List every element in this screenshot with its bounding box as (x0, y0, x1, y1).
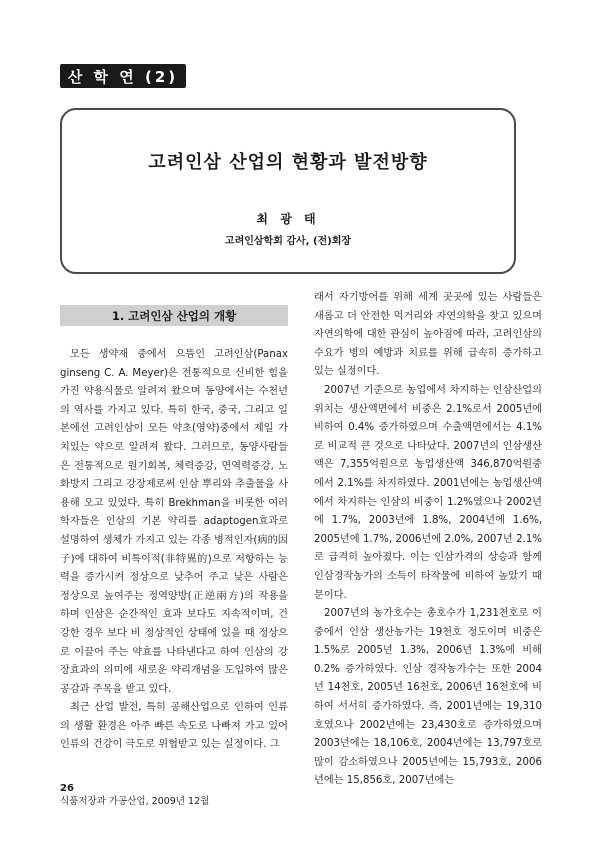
page-footer (60, 782, 209, 808)
section-tag: 산 학 연 (2) (60, 64, 186, 88)
section-heading (60, 305, 288, 326)
page-number: 26 (60, 783, 74, 794)
author-affiliation: 고려인삼학회 감사, (전)회장 (224, 236, 352, 247)
right-column (314, 289, 542, 791)
article-title: 고려인삼 산업의 현황과 발전방향 (148, 152, 428, 173)
paragraph: 최근 산업 발전, 특히 공해산업으로 인하여 인류의 생활 환경은 아주 빠른 속도로 나빠져 가고 있어 인류의 건강이 극도로 위협받고 있는 실정이다. 그 (60, 702, 288, 751)
paragraph: 모든 생약재 중에서 으뜸인 고려인삼(Panax ginseng C. A. Meyer)은 전통적으로 신비한 힘을 가진 약용식물로 알려져 왔으며 동양에서는 수천년의 역사를 가지고 있다. 특히 한국, 중국, 그리고 일본에선 고려인삼이 모든 약초(영약)중에서 제일 가치있는 약으로 알려져 왔다. 그러므로, 동양사람들은 전통적으로 원기회복, 체력증강, 면역력증강, 노화방지 그리고 강장제로써 인삼 뿌리와 추출물을 사용해 오고 있었다. 특히 Brekhman을 비롯한 여러 학자들은 인삼의 기본 약리를 adaptogen효과로 설명하여 생체가 가지고 있는 각종 병적인자(病的因子)에 대하여 비특이적(非特異的)으로 저항하는 능력을 증가시켜 정상으로 낮추어 주고 낮은 사람은 정상으로 높여주는 정역양방(正逆兩方)의 작용을 하며 인삼은 순간적인 효과 보다도 지속적이며, 건강한 경우 보다 비 정상적인 상태에 있을 때 정상으로 이끌어 주는 약효를 나타낸다고 하여 인삼의 강장효과의 의미에 새로운 약리개념을 도입하여 많은 공감과 주목을 받고 있다. (60, 349, 288, 695)
section-heading-text: 1. 고려인삼 산업의 개황 (111, 308, 237, 323)
paragraph: 2007년 기준으로 농업에서 차지하는 인삼산업의 위치는 생산액면에서 비중은 2.1%로서 2005년에 비하여 0.4% 증가하였으며 수출액면에서는 4.1%로 비교적 큰 것으로 나타났다. 2007년의 인삼생산액은 7,355억원으로 농업생산액 346,870억원중에서 2.1%를 차지하였다. 2001년에는 농업생산액에서 차지하는 인삼의 비중이 1.2%였으나 2002년에 1.7%, 2003년에 1.8%, 2004년에 1.6%, 2005년에 1.7%, 2006년에 2.0%, 2007년 2.1%로 급격히 높아졌다. 이는 인삼가격의 상승과 함께 인삼경작농가의 소득이 타작물에 비하여 높았기 때문이다. (314, 384, 542, 601)
journal-citation: 식품저장과 가공산업, 2009년 12월 (60, 796, 210, 807)
paragraph: 2007년의 농가호수는 총호수가 1,231천호로 이중에서 인삼 생산농가는 19천호 정도이며 비중은 1.5%로 2005년 1.3%, 2006년 1.3%에 비해 0.2% 증가하였다. 인삼 경작농가수는 또한 2004년 14천호, 2005년 16천호, 2006년 16천호에 비하여 서서히 증가하였다. 즉, 2001년에는 19,310호였으나 2002년에는 23,430호로 증가하였으며 2003년에는 18,106호, 2004년에는 13,797호로 많이 감소하였으나 2005년에는 15,793호, 2006년에는 15,856호, 2007년에는 (314, 608, 542, 787)
title-box (60, 108, 516, 274)
left-column (60, 346, 288, 755)
author-name: 최 광 태 (256, 212, 320, 226)
paragraph: 래서 자기방어를 위해 세계 곳곳에 있는 사람들은 새롭고 더 안전한 먹거리와 자연의학을 찾고 있으며 자연의학에 대한 관심이 높아짐에 따라, 고려인삼의 수요가 병의 예방과 치료를 위해 급속히 증가하고 있는 실정이다. (314, 292, 542, 378)
